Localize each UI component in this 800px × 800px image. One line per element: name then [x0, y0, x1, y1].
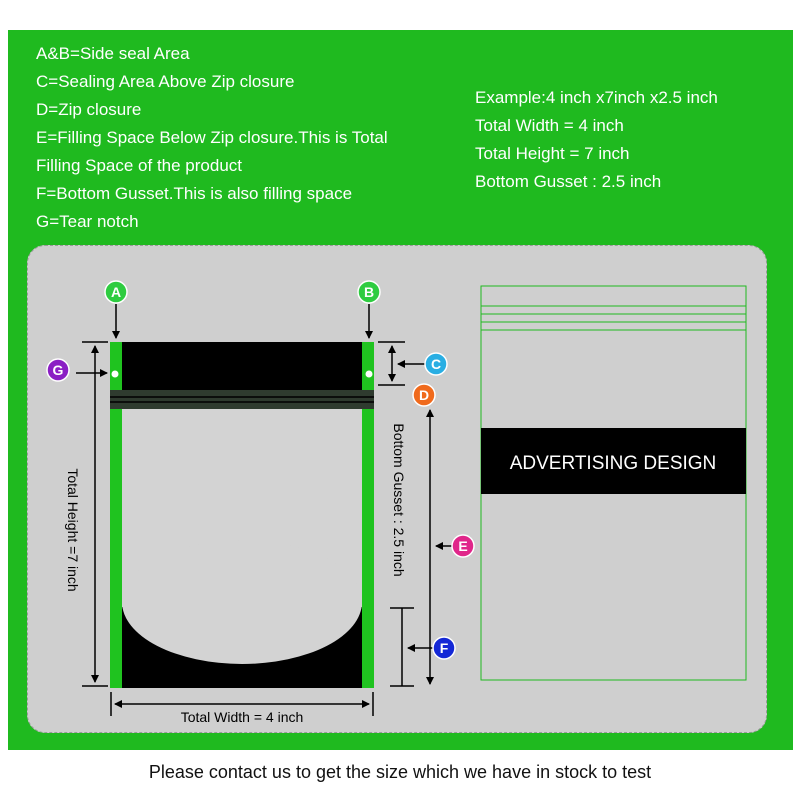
badge-c-letter: C [430, 356, 442, 372]
bottom-gusset-f-dimension [390, 608, 434, 686]
legend-line-e: E=Filling Space Below Zip closure.This is Total [36, 128, 388, 147]
badge-g [47, 359, 69, 381]
legend-line-d: D=Zip closure [36, 100, 142, 119]
badge-c [425, 353, 447, 375]
badge-e-letter: E [458, 538, 468, 554]
legend-line-e-cont: Filling Space of the product [36, 156, 243, 175]
legend-line-f: F=Bottom Gusset.This is also filling space [36, 184, 353, 203]
footer-note: Please contact us to get the size which we have in stock to test [148, 762, 652, 782]
badge-e [452, 535, 474, 557]
badge-b [358, 281, 380, 303]
tear-notch-right [366, 371, 373, 378]
advertising-pouch [481, 286, 746, 680]
total-width-label: Total Width = 4 inch [180, 709, 304, 725]
zip-closure [110, 390, 374, 409]
legend-line-g: G=Tear notch [36, 212, 139, 231]
bottom-gusset-label: Bottom Gusset : 2.5 inch [391, 423, 407, 577]
advertising-banner-text: ADVERTISING DESIGN [509, 453, 717, 474]
pouch [110, 342, 374, 688]
badge-d [413, 384, 435, 406]
example-line-width: Total Width = 4 inch [475, 116, 624, 135]
badge-f [433, 637, 455, 659]
badge-g-letter: G [52, 362, 64, 378]
badge-a [105, 281, 127, 303]
gusset-curve [122, 540, 362, 664]
tear-notch-left [112, 371, 119, 378]
badge-f-letter: F [439, 640, 449, 656]
legend-line-c: C=Sealing Area Above Zip closure [36, 72, 295, 91]
badge-d-letter: D [418, 387, 430, 403]
example-line-height: Total Height = 7 inch [475, 144, 630, 163]
total-height-label: Total Height =7 inch [65, 468, 81, 592]
seal-area-c-dimension [378, 342, 425, 385]
total-height-dimension [82, 342, 108, 686]
badge-b-letter: B [363, 284, 375, 300]
badge-a-letter: A [110, 284, 122, 300]
example-line-gusset: Bottom Gusset : 2.5 inch [475, 172, 662, 191]
example-line-dimensions: Example:4 inch x7inch x2.5 inch [475, 88, 718, 107]
legend-line-ab: A&B=Side seal Area [36, 44, 190, 63]
